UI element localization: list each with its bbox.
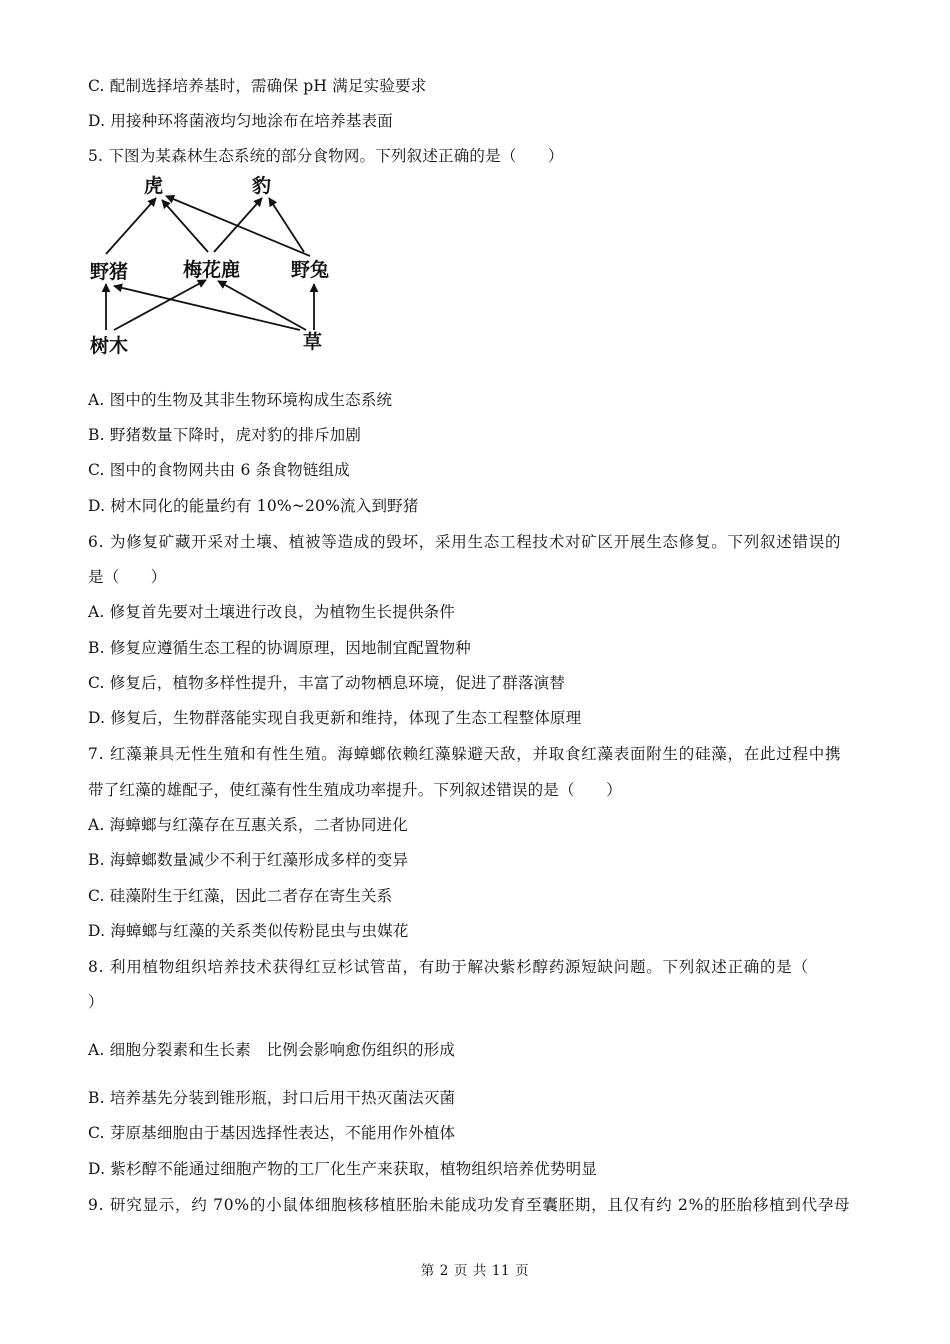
option-7a: A. 海蟑螂与红藻存在互惠关系，二者协同进化 [88, 816, 408, 834]
option-5d: D. 树木同化的能量约有 10%~20%流入到野猪 [88, 497, 419, 515]
option-5c: C. 图中的食物网共由 6 条食物链组成 [88, 461, 350, 479]
arrow-deer-to-leopard [214, 198, 262, 252]
question-8-stem: 8. 利用植物组织培养技术获得红豆杉试管苗，有助于解决紫杉醇药源短缺问题。下列叙述正确的是（ [88, 958, 809, 976]
option-4d: D. 用接种环将菌液均匀地涂布在培养基表面 [88, 112, 393, 130]
arrow-deer-to-tiger [162, 200, 208, 252]
node-grass: 草 [303, 331, 323, 353]
option-5b: B. 野猪数量下降时，虎对豹的排斥加剧 [88, 426, 362, 444]
arrow-grass-to-boar [114, 286, 300, 330]
option-8a: A. 细胞分裂素和生长素 比例会影响愈伤组织的形成 [88, 1041, 456, 1059]
arrow-grass-to-deer [218, 281, 306, 330]
option-7c: C. 硅藻附生于红藻，因此二者存在寄生关系 [88, 887, 393, 905]
question-5-stem: 5. 下图为某森林生态系统的部分食物网。下列叙述正确的是（ ） [88, 147, 564, 165]
option-7b: B. 海蟑螂数量减少不利于红藻形成多样的变异 [88, 851, 409, 869]
node-boar: 野猪 [90, 261, 129, 283]
node-tree: 树木 [90, 335, 129, 357]
option-7d: D. 海蟑螂与红藻的关系类似传粉昆虫与虫媒花 [88, 922, 409, 940]
option-5a: A. 图中的生物及其非生物环境构成生态系统 [88, 391, 393, 409]
page-footer: 第 2 页 共 11 页 [420, 1263, 530, 1279]
food-web-diagram [84, 168, 344, 364]
arrow-hare-to-leopard [269, 198, 304, 252]
option-6d: D. 修复后，生物群落能实现自我更新和维持，体现了生态工程整体原理 [88, 709, 582, 727]
option-6b: B. 修复应遵循生态工程的协调原理，因地制宜配置物种 [88, 639, 471, 657]
option-8b: B. 培养基先分装到锥形瓶，封口后用干热灭菌法灭菌 [88, 1089, 456, 1107]
node-hare: 野兔 [291, 259, 330, 281]
option-8c: C. 芽原基细胞由于基因选择性表达，不能用作外植体 [88, 1124, 456, 1142]
question-9-stem: 9. 研究显示，约 70%的小鼠体细胞核移植胚胎未能成功发育至囊胚期，且仅有约 2%的胚胎移植到代孕母 [88, 1196, 851, 1214]
node-tiger: 虎 [144, 175, 164, 197]
question-7-stem: 7. 红藻兼具无性生殖和有性生殖。海蟑螂依赖红藻躲避天敌，并取食红藻表面附生的硅藻，在此过程中携 [88, 745, 842, 763]
question-6-stem-cont: 是（ ） [88, 568, 167, 586]
question-7-stem-cont: 带了红藻的雄配子，使红藻有性生殖成功率提升。下列叙述错误的是（ ） [88, 781, 622, 799]
question-6-stem: 6. 为修复矿藏开采对土壤、植被等造成的毁坏，采用生态工程技术对矿区开展生态修复。下列叙述错误的 [88, 533, 842, 551]
node-leopard: 豹 [252, 175, 272, 197]
option-6a: A. 修复首先要对土壤进行改良，为植物生长提供条件 [88, 603, 456, 621]
option-8d: D. 紫杉醇不能通过细胞产物的工厂化生产来获取，植物组织培养优势明显 [88, 1160, 598, 1178]
question-8-stem-cont: ） [88, 993, 104, 1011]
option-6c: C. 修复后，植物多样性提升，丰富了动物栖息环境，促进了群落演替 [88, 674, 566, 692]
node-deer: 梅花鹿 [183, 259, 241, 281]
arrow-boar-to-tiger [106, 198, 156, 254]
option-4c: C. 配制选择培养基时，需确保 pH 满足实验要求 [88, 77, 427, 95]
